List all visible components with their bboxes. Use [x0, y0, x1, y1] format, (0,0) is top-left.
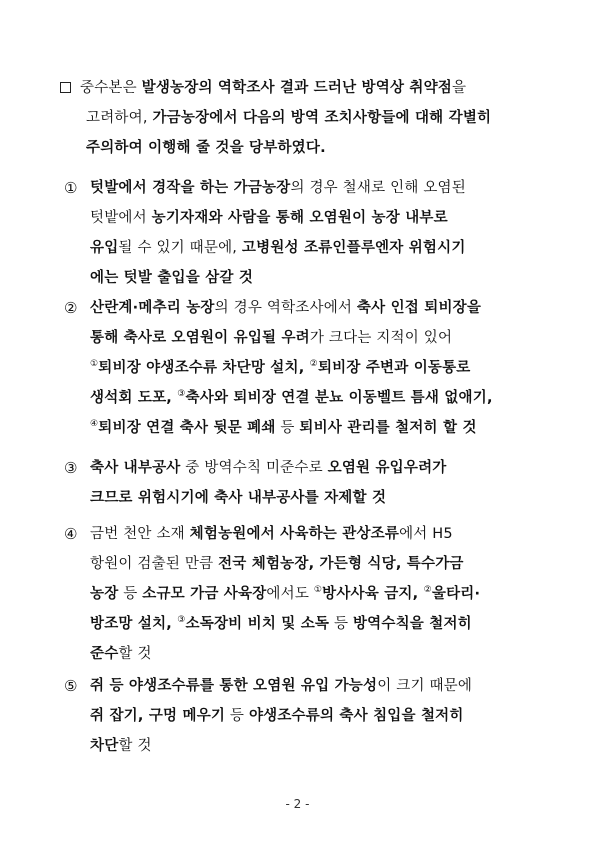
- text-run: 을: [452, 80, 467, 96]
- text-run: 금번 천안 소재: [90, 526, 190, 542]
- item-marker: ④: [64, 525, 78, 543]
- item-line: [90, 584, 480, 604]
- text-run: 울타리·: [431, 586, 481, 602]
- text-run: 준수: [90, 646, 119, 662]
- text-run: 차단: [90, 738, 119, 754]
- item-line: [90, 178, 466, 198]
- text-run: 축사 내부공사: [90, 460, 181, 476]
- text-run: 항원이 검출된 만큼: [90, 556, 219, 572]
- text-run: 산란계·메추리 농장: [90, 300, 215, 316]
- text-run: 등: [275, 420, 300, 436]
- text-run: 등: [118, 586, 143, 602]
- text-run: 의 경우 역학조사에서: [214, 300, 357, 316]
- circled-number: ②: [423, 585, 432, 595]
- circled-number: ①: [90, 359, 99, 369]
- intro-line: [86, 138, 326, 158]
- text-run: 소독장비 비치 및 소독: [185, 616, 330, 632]
- intro-line: [86, 108, 491, 128]
- item-line: [90, 488, 386, 508]
- item-line: [90, 706, 464, 726]
- text-run: 방조망 설치,: [90, 616, 178, 632]
- circled-number: ④: [90, 419, 99, 429]
- item-marker: ②: [64, 299, 78, 317]
- item-line: [90, 458, 447, 478]
- circled-number: ③: [177, 615, 186, 625]
- text-run: 에서 H5: [399, 526, 453, 542]
- item-line: [90, 524, 453, 544]
- item-line: [90, 358, 471, 378]
- text-run: 퇴비사 관리를 철저히 할 것: [299, 420, 477, 436]
- item-marker: ③: [64, 459, 78, 477]
- text-run: 퇴비장 연결 축사 뒷문 폐쇄: [98, 420, 276, 436]
- text-run: 유입: [90, 240, 119, 256]
- item-line: [90, 208, 448, 228]
- text-run: 가금농장에서 다음의 방역 조치사항들에 대해 각별히: [152, 110, 492, 126]
- text-run: 방역수칙을 철저히: [352, 616, 472, 632]
- text-run: 오염원 유입우려가: [327, 460, 447, 476]
- text-run: 퇴비장 주변과 이동통로: [317, 360, 471, 376]
- text-run: 텃발에서 경작을 하는 가금농장: [90, 180, 291, 196]
- text-run: 퇴비장 야생조수류 차단망 설치,: [98, 360, 310, 376]
- circled-number: ①: [313, 585, 323, 595]
- text-run: 쥐 등 야생조수류를 통한 오염원 유입 가능성: [90, 678, 378, 694]
- text-run: 할 것: [118, 646, 152, 662]
- item-line: [90, 388, 493, 408]
- item-line: [90, 298, 481, 318]
- text-run: 가 크다는 지적이 있어: [309, 330, 453, 346]
- circled-number: ③: [177, 389, 186, 399]
- text-run: 중 방역수칙 미준수로: [180, 460, 328, 476]
- item-marker: ①: [64, 179, 78, 197]
- text-run: 할 것: [118, 738, 152, 754]
- intro-line: [80, 78, 466, 98]
- item-line: [90, 554, 464, 574]
- text-run: 체험농원에서 사육하는 관상조류: [189, 526, 400, 542]
- checkbox-bullet-icon: [60, 82, 71, 93]
- item-line: [90, 418, 477, 438]
- text-run: 고병원성 조류인플루엔자 위험시기: [241, 240, 466, 256]
- text-run: 크므로 위험시기에 축사 내부공사를 자제할 것: [90, 490, 387, 506]
- text-run: 발생농장의 역학조사 결과 드러난 방역상 취약점: [141, 80, 453, 96]
- item-line: [90, 328, 452, 348]
- text-run: 농기자재와 사람을 통해 오염원이 농장 내부로: [151, 210, 448, 226]
- text-run: 중수본은: [80, 80, 142, 96]
- text-run: 에는 텃발 출입을 삼갈 것: [90, 270, 254, 286]
- item-line: [90, 644, 152, 664]
- text-run: 소규모 가금 사육장: [142, 586, 267, 602]
- circled-number: ②: [309, 359, 318, 369]
- text-run: 야생조수류의 축사 침입을 철저히: [248, 708, 464, 724]
- text-run: 에서도: [266, 586, 314, 602]
- text-run: 축사 인접 퇴비장을: [356, 300, 482, 316]
- text-run: 농장: [90, 586, 119, 602]
- item-line: [90, 268, 253, 288]
- text-run: 의 경우 철새로 인해 오염된: [290, 180, 466, 196]
- text-run: 될 수 있기 때문에,: [118, 240, 242, 256]
- page-number: - 2 -: [285, 797, 310, 811]
- item-line: [90, 238, 466, 258]
- text-run: 주의하여 이행해 줄 것을 당부하였다.: [86, 140, 326, 156]
- text-run: 텃밭에서: [90, 210, 152, 226]
- item-line: [90, 676, 472, 696]
- text-run: 고려하여,: [86, 110, 153, 126]
- text-run: 등: [225, 708, 249, 724]
- text-run: 축사와 퇴비장 연결 분뇨 이동벨트 틈새 없애기,: [185, 390, 493, 406]
- text-run: 쥐 잡기, 구멍 메우기: [90, 708, 226, 724]
- item-marker: ⑤: [64, 677, 78, 695]
- item-line: [90, 736, 152, 756]
- text-run: 전국 체험농장, 가든형 식당, 특수가금: [218, 556, 464, 572]
- text-run: 등: [329, 616, 353, 632]
- text-run: 통해 축사로 오염원이 유입될 우려: [90, 330, 310, 346]
- text-run: 생석회 도포,: [90, 390, 178, 406]
- item-line: [90, 614, 472, 634]
- text-run: 이 크기 때문에: [377, 678, 473, 694]
- text-run: 방사사육 금지,: [322, 586, 424, 602]
